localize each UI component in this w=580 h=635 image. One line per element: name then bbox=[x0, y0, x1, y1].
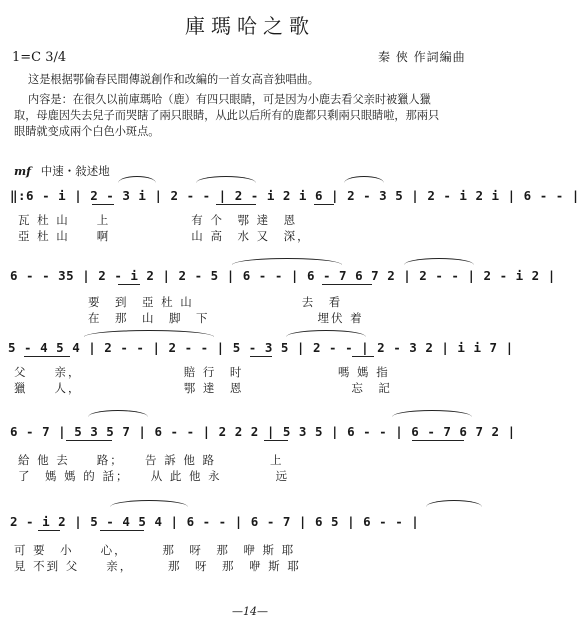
slur bbox=[196, 176, 256, 183]
lyric-line: 見 不到 父 亲， 那 呀 那 咿 斯 耶 bbox=[14, 559, 301, 573]
slur bbox=[84, 330, 214, 337]
key-signature: 1=C 3/4 bbox=[12, 50, 67, 65]
page-number: —14— bbox=[232, 605, 268, 618]
beam-line bbox=[322, 284, 372, 285]
beam-line bbox=[66, 440, 112, 441]
slur bbox=[344, 176, 384, 183]
slur bbox=[88, 410, 148, 417]
lyric-line: 在 那 山 脚 下 埋伏 着 bbox=[88, 311, 364, 325]
lyric-line: 亞 杜 山 啊 山 高 水 又 深， bbox=[18, 229, 311, 243]
notation-line: 5 - 4 5 4 | 2 - - | 2 - - | 5 - 3 5 | 2 - - | 2 - 3 2 | i i 7 | bbox=[8, 340, 514, 355]
tempo-text: 中速・敍述地 bbox=[40, 164, 110, 178]
beam-line bbox=[216, 204, 256, 205]
slur bbox=[426, 500, 482, 507]
notation-line: 2 - i 2 | 5 - 4 5 4 | 6 - - | 6 - 7 | 6 5 | 6 - - | bbox=[10, 514, 420, 529]
slur bbox=[404, 258, 474, 265]
beam-line bbox=[38, 530, 60, 531]
notation-line: 6 - 7 | 5 3 5 7 | 6 - - | 2 2 2 | 5 3 5 | 6 - - | 6 - 7 6 7 2 | bbox=[10, 424, 516, 439]
lyric-line: 瓦 杜 山 上 有 个 鄂 達 恩 bbox=[18, 213, 298, 227]
author-credit: 秦 俠 作詞編曲 bbox=[378, 50, 466, 64]
song-title: 庫瑪哈之歌 bbox=[185, 14, 315, 38]
lyric-line: 要 到 亞 杜 山 去 看 bbox=[88, 295, 343, 309]
beam-line bbox=[412, 440, 464, 441]
intro-line: 内容是：在很久以前庫瑪哈（鹿）有四只眼睛，可是因为小鹿去看父亲时被獵人獵 bbox=[28, 93, 431, 106]
lyric-line: 獵 人， 鄂 達 恩 忘 記 bbox=[14, 381, 392, 395]
beam-line bbox=[314, 204, 334, 205]
intro-line: 这是根据鄂倫春民間傳説創作和改編的一首女高音独唱曲。 bbox=[28, 73, 319, 86]
tempo-marking bbox=[14, 163, 110, 179]
beam-line bbox=[250, 356, 272, 357]
notation-line: 6 - - 35 | 2 - i 2 | 2 - 5 | 6 - - | 6 - 7 6 7 2 | 2 - - | 2 - i 2 | bbox=[10, 268, 556, 283]
intro-line: 取，母鹿因失去兒子而哭瞎了兩只眼睛，从此以后所有的鹿都只剩兩只眼睛啦，那兩只 bbox=[14, 109, 440, 122]
slur bbox=[118, 176, 156, 183]
beam-line bbox=[352, 356, 374, 357]
beam-line bbox=[118, 284, 140, 285]
notation-line: ‖:6 - i | 2 - 3 i | 2 - - | 2 - i 2 i 6 | 2 - 3 5 | 2 - i 2 i | 6 - - | bbox=[10, 188, 580, 203]
beam-line bbox=[24, 356, 70, 357]
lyric-line: 給 他 去 路； 告 訴 他 路 上 bbox=[18, 453, 284, 467]
slur bbox=[392, 410, 472, 417]
intro-line: 眼睛就变成兩个白色小斑点。 bbox=[14, 125, 160, 138]
beam-line bbox=[264, 440, 288, 441]
slur bbox=[232, 258, 342, 265]
slur bbox=[110, 500, 188, 507]
lyric-line: 父 亲， 賠 行 时 嗎 媽 指 bbox=[14, 365, 390, 379]
beam-line bbox=[92, 204, 114, 205]
lyric-line: 了 媽 媽 的 話； 从 此 他 永 远 bbox=[18, 469, 290, 483]
dynamic-mark: mf bbox=[14, 164, 32, 178]
slur bbox=[286, 330, 366, 337]
beam-line bbox=[100, 530, 144, 531]
lyric-line: 可 要 小 心， 那 呀 那 咿 斯 耶 bbox=[14, 543, 296, 557]
